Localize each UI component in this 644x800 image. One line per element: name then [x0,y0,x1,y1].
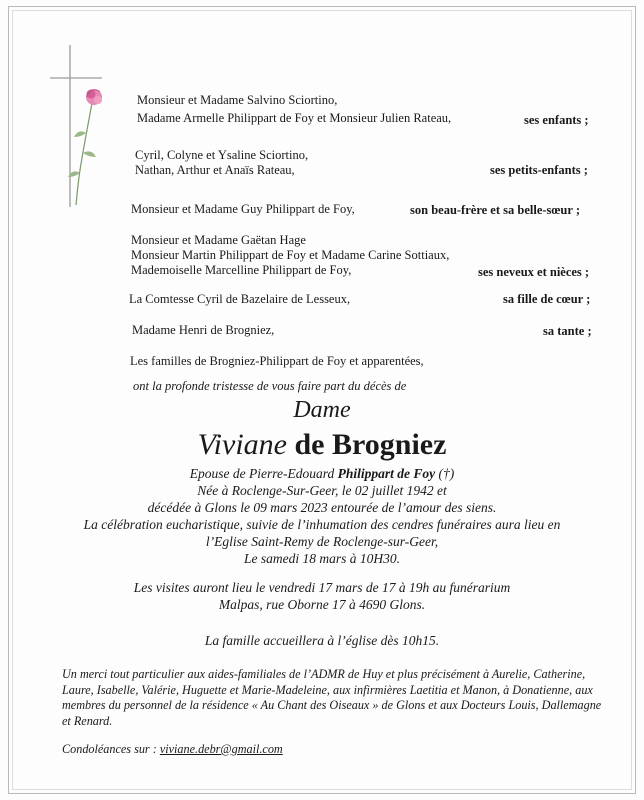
visits-line: Malpas, rue Oborne 17 à 4690 Glons. [218,597,426,612]
relation-label: ses enfants ; [524,113,589,127]
family-line: Mademoiselle Marcelline Philippart de Foy, [131,263,352,277]
family-line: La Comtesse Cyril de Bazelaire de Lesseux, [129,292,351,306]
relation-label: ses petits-enfants ; [490,163,588,177]
ceremony-line: Le samedi 18 mars à 10H30. [243,551,400,566]
family-line: Les familles de Brogniez-Philippart de Foy et apparentées, [130,354,424,368]
family-line: Monsieur et Madame Gaëtan Hage [131,233,306,247]
family-line: Madame Henri de Brogniez, [132,323,275,337]
family-line: Cyril, Colyne et Ysaline Sciortino, [135,148,309,162]
family-line: Monsieur et Madame Salvino Sciortino, [137,93,338,107]
family-line: Monsieur et Madame Guy Philippart de Foy, [131,202,355,216]
deceased-surname: de Brogniez [294,428,447,461]
visits-line: Les visites auront lieu le vendredi 17 mars de 17 à 19h au funérarium [133,580,511,595]
spouse-name: Philippart de Foy [337,466,436,481]
deceased-first-name: Viviane [197,428,295,461]
relation-label: sa tante ; [543,324,592,338]
condolences-email-link[interactable]: viviane.debr@gmail.com [159,742,283,756]
relation-label: son beau-frère et sa belle-sœur ; [410,203,580,217]
cross-with-rose-icon [50,45,110,210]
announcement-line: ont la profonde tristesse de vous faire part du décès de [133,379,407,393]
condolences-line [62,742,602,758]
welcome-line: La famille accueillera à l’église dès 10h15. [204,633,440,648]
birth-line: Née à Roclenge-Sur-Geer, le 02 juillet 1942 et [197,483,447,498]
death-line: décédée à Glons le 09 mars 2023 entourée de l’amour des siens. [147,500,497,515]
ceremony-line: l’Eglise Saint-Remy de Roclenge-sur-Geer, [205,534,439,549]
thanks-paragraph: Un merci tout particulier aux aides-familiales de l’ADMR de Huy et plus précisément à Aurelie, Catherine, Laure, Isabelle, Valérie, Huguette et Marie-Madeleine, aux infirmières Laetitia et Manon, à Donatienne, aux membres du personnel de la résidence « Au Chant des Oiseaux » de Glons et aux Docteurs Louis, Dallemagne et Renard. [62,667,602,728]
deceased-title: Dame [293,397,351,423]
spouse-suffix: (†) [435,466,455,481]
condolences-label: Condoléances sur : [62,742,160,756]
family-line: Monsieur Martin Philippart de Foy et Madame Carine Sottiaux, [131,248,450,262]
deceased-name [0,428,644,462]
ceremony-line: La célébration eucharistique, suivie de l’inhumation des cendres funéraires aura lieu en [83,517,561,532]
family-line: Madame Armelle Philippart de Foy et Monsieur Julien Rateau, [137,111,452,125]
family-line: Nathan, Arthur et Anaïs Rateau, [135,163,295,177]
relation-label: ses neveux et nièces ; [478,265,590,279]
spouse-prefix: Epouse de Pierre-Edouard [189,466,338,481]
relation-label: sa fille de cœur ; [503,292,591,306]
spouse-line [0,466,644,482]
